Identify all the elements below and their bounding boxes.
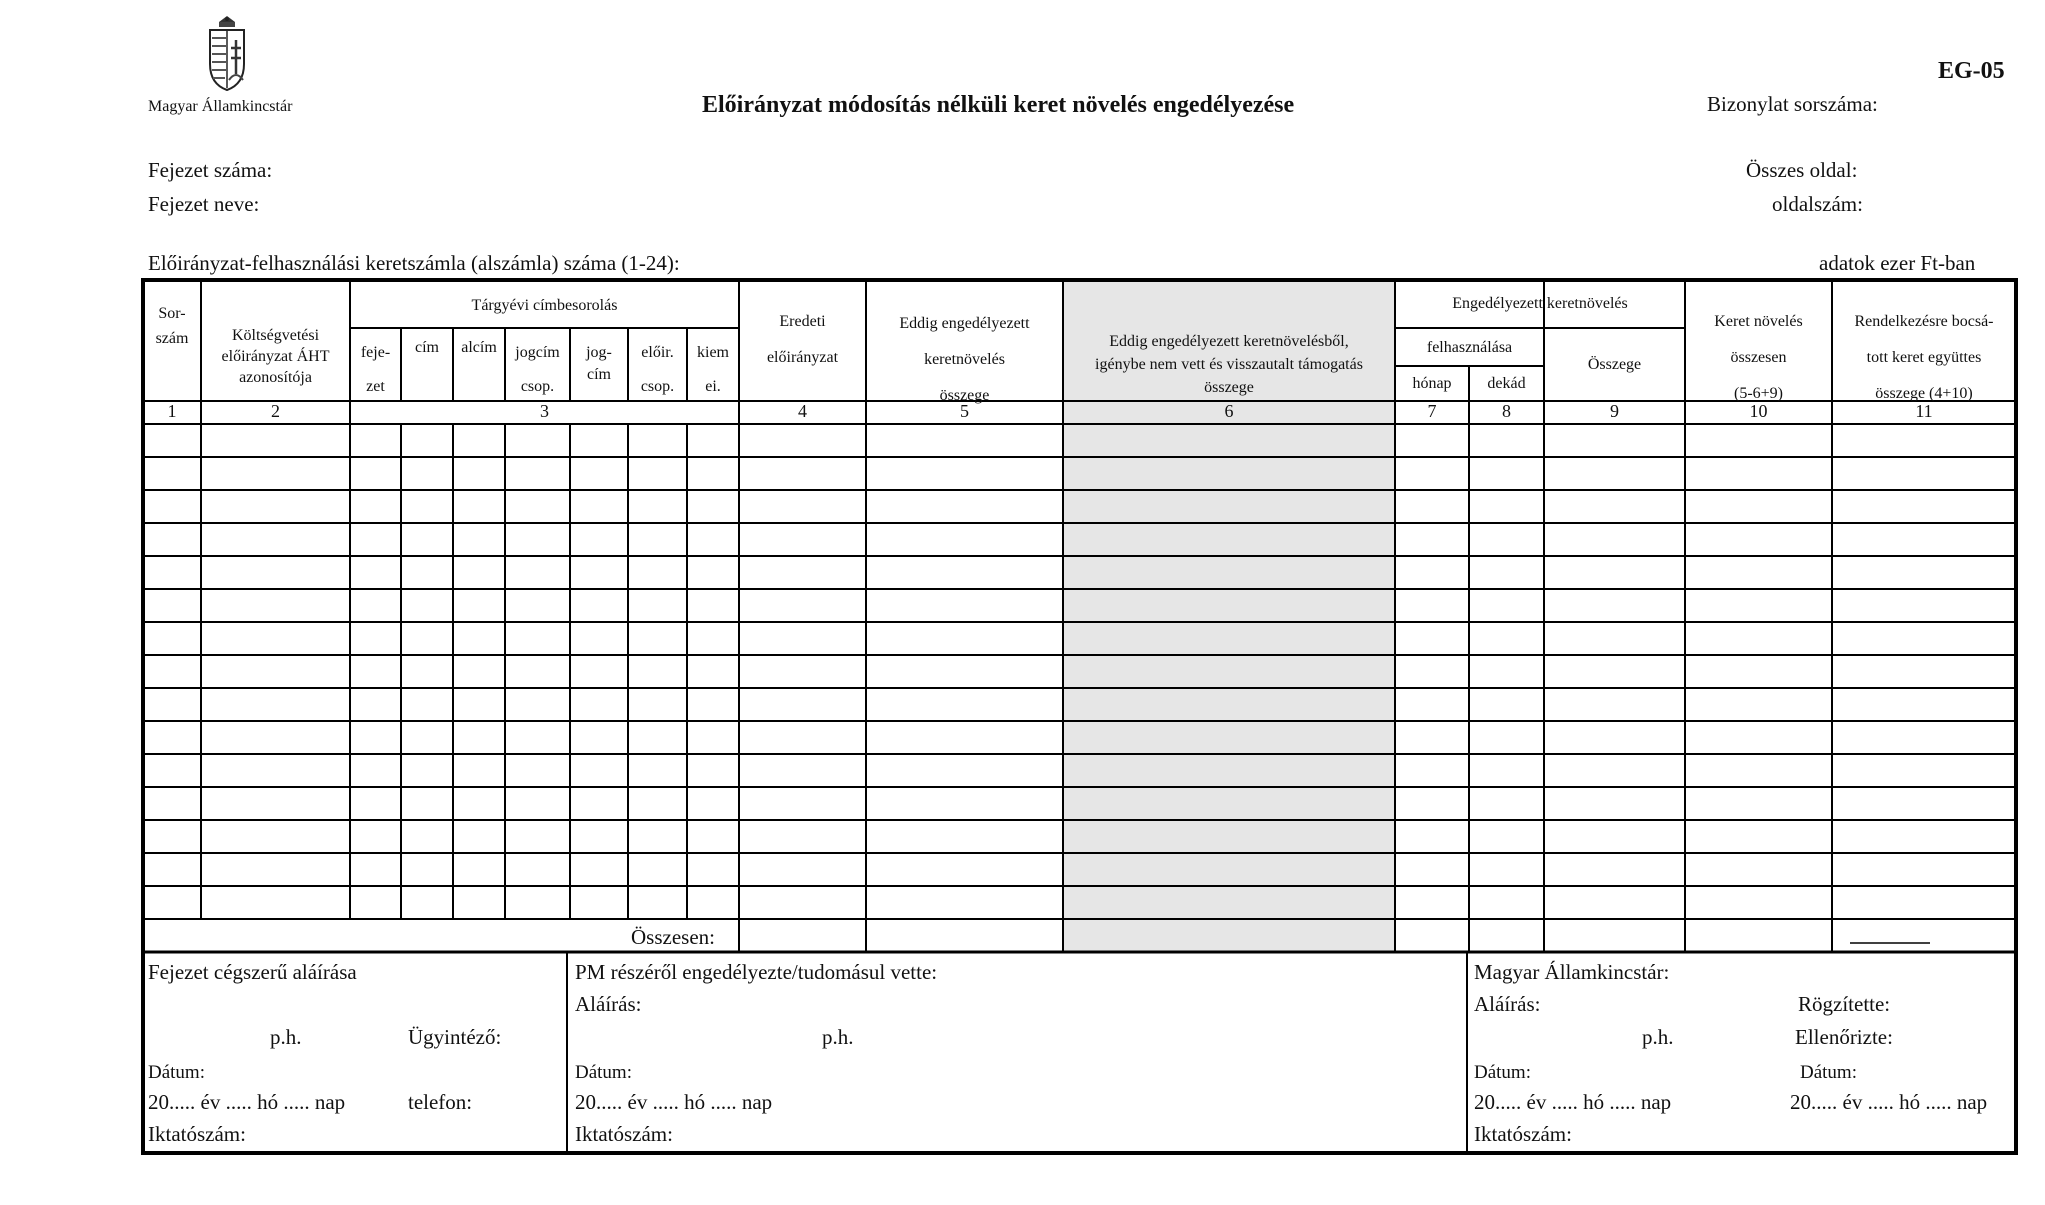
left-clerk-label: Ügyintéző: — [408, 1025, 502, 1049]
col-number-5: 5 — [960, 401, 969, 421]
header-dekad: dekád — [1487, 375, 1526, 392]
header-eloir-csop: előir. csop. — [640, 344, 675, 395]
header-targyevi: Tárgyévi címbesorolás — [471, 297, 618, 314]
chapter-number-label: Fejezet száma: — [148, 158, 273, 182]
header-koltsegvetesi: Költségvetési előirányzat ÁHT azonosítója — [221, 327, 330, 386]
pm-date-label: Dátum: — [575, 1062, 632, 1083]
header-eddig-visszautalt: Eddig engedélyezett keretnövelésből, igénybe nem vett és visszautalt támogatás összege — [1095, 333, 1363, 397]
treasury-checked-label: Ellenőrizte: — [1795, 1025, 1893, 1049]
header-felhasznalasa: felhasználása — [1426, 339, 1513, 356]
chapter-name-label: Fejezet neve: — [148, 192, 260, 216]
header-alcim: alcím — [461, 339, 497, 356]
col-number-6: 6 — [1224, 401, 1234, 421]
treasury-date-line-2: 20..... év ..... hó ..... nap — [1790, 1090, 1988, 1114]
header-osszege: Összege — [1587, 356, 1642, 373]
header-keret-noveles: Keret növelés összesen (5-6+9) — [1714, 313, 1803, 402]
left-date-label: Dátum: — [148, 1062, 205, 1083]
col-number-8: 8 — [1502, 401, 1511, 421]
col-number-11: 11 — [1915, 401, 1933, 421]
pm-approval-title: PM részéről engedélyezte/tudomásul vette: — [575, 960, 938, 984]
left-ph: p.h. — [270, 1025, 302, 1049]
pm-filing-label: Iktatószám: — [575, 1122, 673, 1146]
treasury-filing-label: Iktatószám: — [1474, 1122, 1572, 1146]
units-label: adatok ezer Ft-ban — [1819, 251, 1976, 275]
org-name: Magyar Államkincstár — [148, 98, 293, 115]
col-number-9: 9 — [1610, 401, 1619, 421]
treasury-title: Magyar Államkincstár: — [1474, 960, 1670, 984]
page-title: Előirányzat módosítás nélküli keret növelés engedélyezése — [702, 92, 1295, 118]
page-number-label: oldalszám: — [1772, 192, 1863, 216]
pm-ph: p.h. — [822, 1025, 854, 1049]
col-number-2: 2 — [271, 401, 280, 421]
col-number-10: 10 — [1749, 401, 1768, 421]
col-number-1: 1 — [167, 401, 177, 421]
header-jogcim-csop: jogcím csop. — [515, 344, 560, 395]
pm-date-line: 20..... év ..... hó ..... nap — [575, 1090, 773, 1114]
left-signature-title: Fejezet cégszerű aláírása — [148, 960, 357, 984]
left-phone-label: telefon: — [408, 1090, 473, 1114]
col-number-7: 7 — [1427, 401, 1437, 421]
form-code: EG-05 — [1938, 58, 2005, 84]
pm-signature-label: Aláírás: — [575, 992, 642, 1016]
header-eredeti: Eredeti előirányzat — [766, 313, 839, 366]
treasury-date-label-2: Dátum: — [1800, 1062, 1857, 1083]
header-sorszam: Sor- szám — [155, 305, 189, 347]
total-label: Összesen: — [631, 925, 715, 949]
header-honap: hónap — [1412, 375, 1452, 392]
header-rendelkezes: Rendelkezésre bocsá- tott keret együttes összege (4+10) — [1854, 313, 1994, 402]
treasury-signature-label: Aláírás: — [1474, 992, 1541, 1016]
treasury-ph: p.h. — [1642, 1025, 1674, 1049]
treasury-recorded-label: Rögzítette: — [1798, 992, 1891, 1016]
header-eddig: Eddig engedélyezett keretnövelés összege — [899, 315, 1030, 404]
header-engedelyezett: Engedélyezett keretnövelés — [1452, 295, 1628, 312]
left-date-line: 20..... év ..... hó ..... nap — [148, 1090, 346, 1114]
col-number-3: 3 — [540, 401, 549, 421]
left-filing-label: Iktatószám: — [148, 1122, 246, 1146]
header-fejezet: feje- zet — [360, 344, 391, 395]
total-pages-label: Összes oldal: — [1746, 158, 1858, 182]
doc-serial-label: Bizonylat sorszáma: — [1707, 92, 1878, 116]
account-number-label: Előirányzat-felhasználási keretszámla (alszámla) száma (1-24): — [148, 251, 680, 275]
header-kiem: kiem ei. — [697, 344, 729, 395]
header-jogcim: jog- cím — [586, 344, 612, 383]
treasury-date-line: 20..... év ..... hó ..... nap — [1474, 1090, 1672, 1114]
header-cim: cím — [415, 339, 439, 356]
treasury-date-label: Dátum: — [1474, 1062, 1531, 1083]
col-number-4: 4 — [798, 401, 807, 421]
